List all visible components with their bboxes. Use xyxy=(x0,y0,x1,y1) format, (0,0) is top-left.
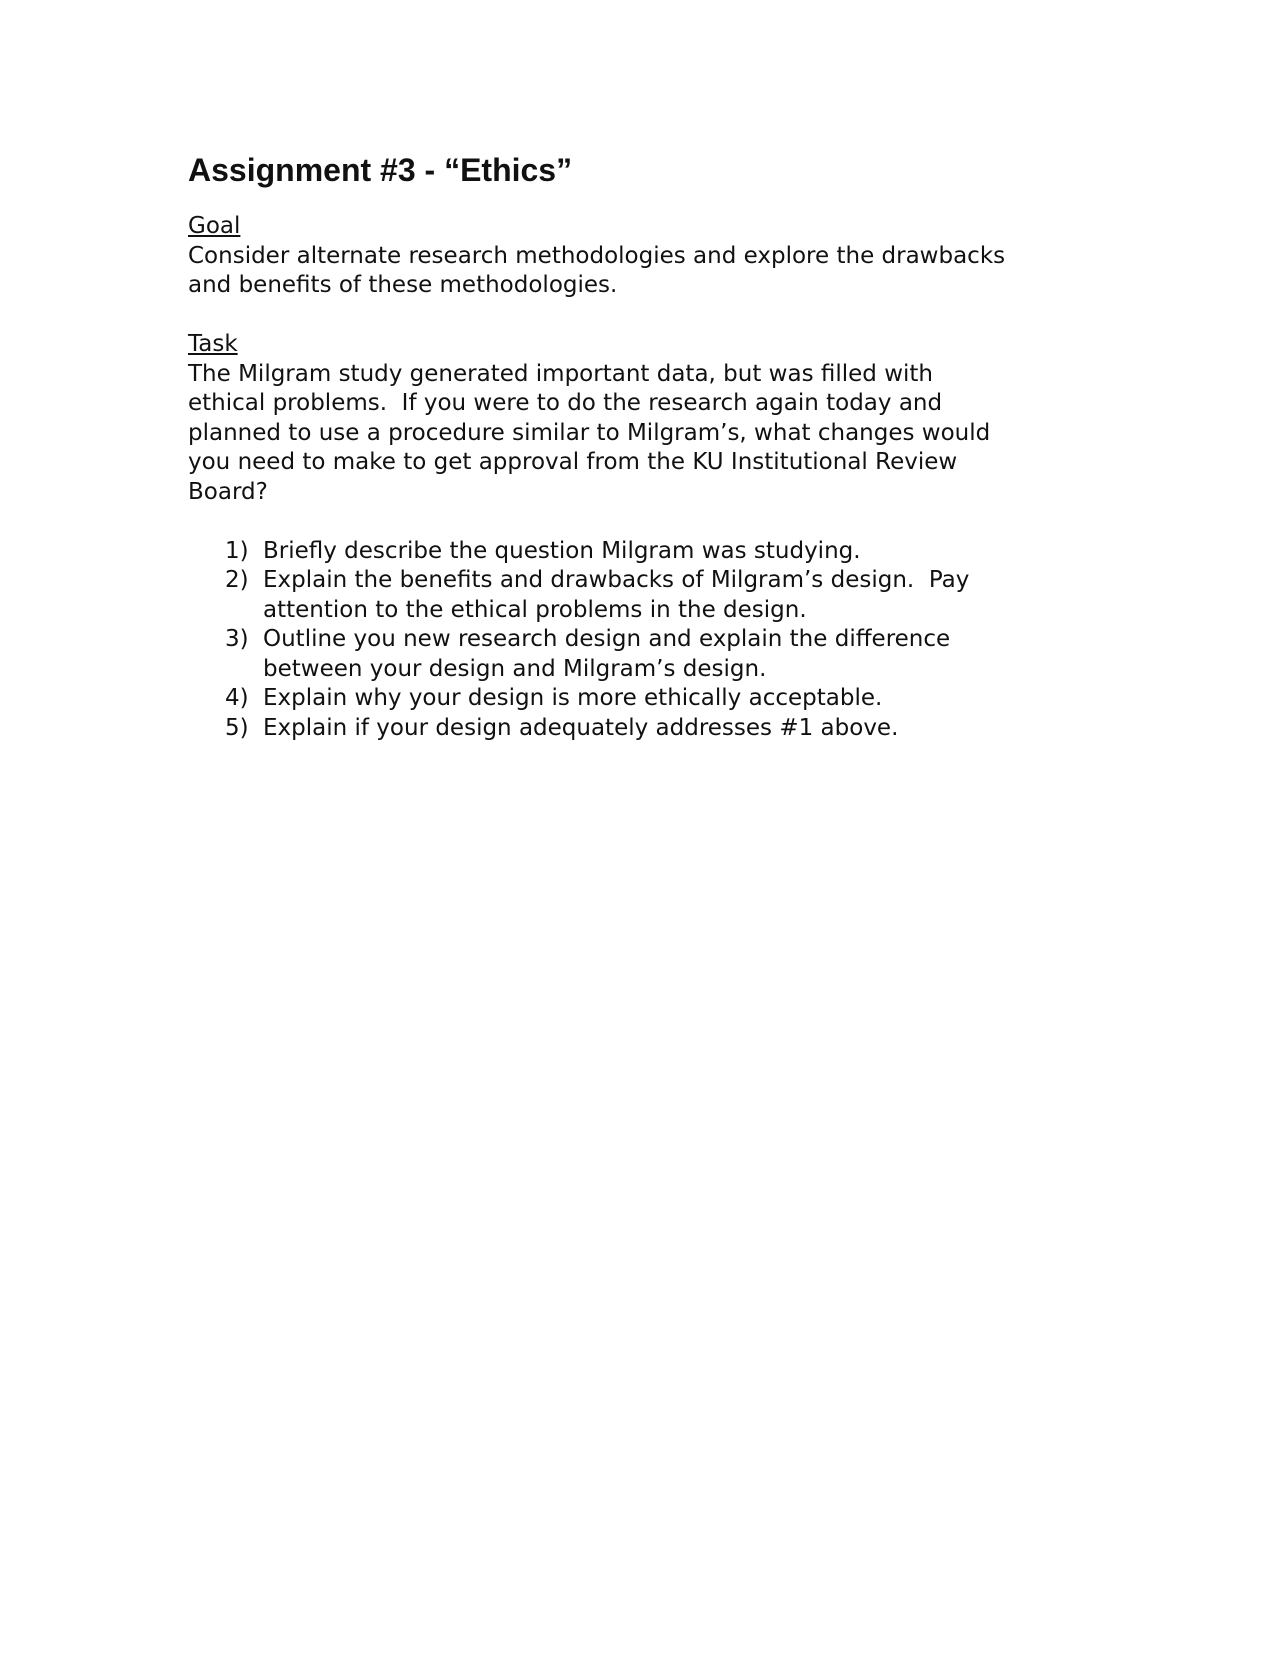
list-item xyxy=(188,537,1088,567)
task-section xyxy=(188,330,1088,507)
list-item xyxy=(188,625,1088,684)
list-item-line: Outline you new research design and explain the difference xyxy=(263,626,951,652)
task-text-line: planned to use a procedure similar to Milgram’s, what changes would xyxy=(188,419,991,446)
goal-heading: Goal xyxy=(188,213,241,239)
list-item-line: Explain why your design is more ethically acceptable. xyxy=(263,685,883,711)
list-item-number: 1) xyxy=(225,537,249,564)
page-title: Assignment #3 - “Ethics” xyxy=(188,152,573,188)
list-item-line: attention to the ethical problems in the design. xyxy=(263,596,807,623)
list-item-line: between your design and Milgram’s design. xyxy=(263,655,767,682)
task-text xyxy=(188,360,1088,508)
list-item-number: 2) xyxy=(225,567,249,593)
list-item-number: 4) xyxy=(225,685,249,711)
goal-text xyxy=(188,242,1088,301)
list-item-number: 5) xyxy=(225,714,249,741)
list-item xyxy=(188,714,1088,744)
goal-text-line: Consider alternate research methodologies and explore the drawbacks xyxy=(188,242,1006,269)
question-list xyxy=(188,537,1088,744)
list-item xyxy=(188,566,1088,625)
section-spacer xyxy=(188,301,1088,331)
task-text-line: you need to make to get approval from the KU Institutional Review xyxy=(188,449,958,475)
list-item-line: Briefly describe the question Milgram was studying. xyxy=(263,537,861,564)
list-item-line: Explain the benefits and drawbacks of Milgram’s design. Pay xyxy=(263,567,970,593)
goal-text-line: and benefits of these methodologies. xyxy=(188,272,618,298)
task-text-line: The Milgram study generated important data, but was filled with xyxy=(188,360,933,387)
task-heading: Task xyxy=(188,331,238,357)
list-item-number: 3) xyxy=(225,626,249,652)
goal-section xyxy=(188,212,1088,301)
document-content xyxy=(188,150,1088,743)
task-text-line: ethical problems. If you were to do the research again today and xyxy=(188,390,943,416)
task-text-line: Board? xyxy=(188,478,268,505)
list-item xyxy=(188,684,1088,714)
list-item-line: Explain if your design adequately addresses #1 above. xyxy=(263,714,899,741)
section-spacer xyxy=(188,507,1088,537)
